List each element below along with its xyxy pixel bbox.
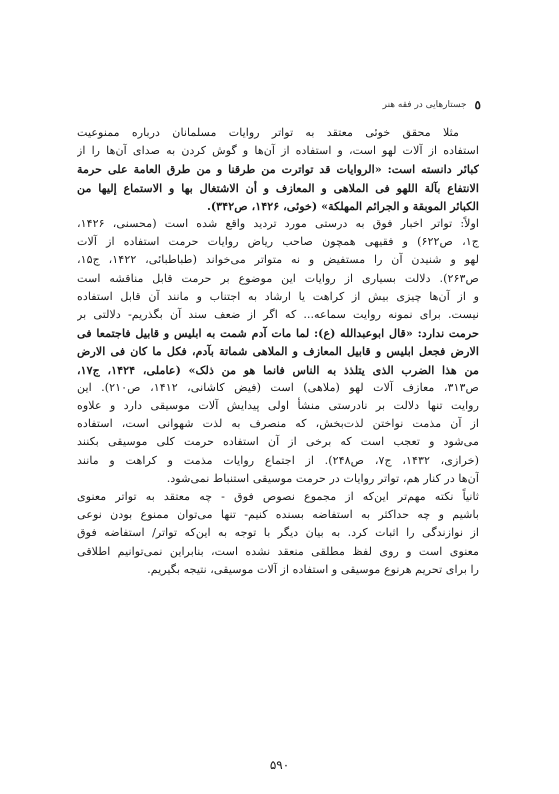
text-line: من هذا الضرب الذی یتلذذ به الناس فانما هو من ذلک» (عاملی، ۱۴۲۴، ج۱۷، (77, 362, 479, 377)
paragraph-2 (77, 215, 479, 488)
text-line: روایت تنها دلالت بر نادرستی منشأ اولی پیدایش آلات موسیقی دارد و علاوه (77, 399, 479, 413)
text-line: (خرازی، ۱۴۳۲، ج۷، ص۲۴۸). از اجتماع روایات مذمت و کراهت و مانند (77, 453, 479, 467)
text-line: ص۲۶۳). دلالت بسیاری از روایات این موضوع بر حرمت قابل مناقشه است (77, 271, 479, 285)
section-marker: ٥ (474, 98, 481, 112)
text-line: از نوازندگی را اثبات کرد. به بیان دیگر با توجه به این‌که تواتر/ استفاضه فوق (77, 526, 479, 540)
text-line: باشیم و چه حداکثر به استفاضه بسنده کنیم- تنها می‌توان ممنوع بودن نوعی (77, 508, 479, 522)
page-header (78, 96, 481, 114)
text-line: استفاده از آلات لهو است، و استفاده از آن‌ها و گوش کردن به صدای آن‌ها را از (77, 144, 479, 158)
page-number: ۵۹۰ (269, 758, 290, 772)
text-line: ص۳۱۳، معازف آلات لهو (ملاهی) است (فیض کاشانی، ۱۴۱۲، ص۲۱۰). این (77, 380, 479, 394)
paragraph-3 (77, 488, 479, 579)
text-line: آن‌ها در کنار هم، تواتر روایات در حرمت موسیقی استنباط نمی‌شود. (166, 471, 479, 485)
text-line: مثلا محقق خوئی معتقد به تواتر روایات مسلمانان درباره ممنوعیت (77, 126, 459, 139)
running-title: جستارهایی در فقه هنر (382, 100, 467, 110)
text-line: نیست. برای نمونه روایت سماعه... که اگر از ضعف سند آن بگذریم- دلالتی بر (77, 308, 479, 322)
body-text (77, 124, 479, 579)
text-line: الکبائر الموبقة و الجرائم المهلکة» (خوئی، ۱۴۲۶، ص۳۴۲). (206, 198, 479, 213)
text-line: را برای تحریم هرنوع موسیقی و استفاده از آلات موسیقی، نتیجه بگیریم. (147, 562, 479, 576)
text-line: الارض فجعل ابلیس و قابیل المعازف و الملاهی شماتة بآدم، فکل ما کان فی الارض (77, 344, 479, 359)
text-line: و از آن‌ها چیزی بیش از کراهت یا ارشاد به اجتناب و مانند آن قابل استفاده (77, 289, 479, 303)
text-line: ثانیاً نکته مهم‌تر این‌که از مجموع نصوص فوق - چه معتقد به تواتر معنوی (77, 490, 479, 504)
text-line: معنوی است و روی لفظ مطلقی منعقد نشده است، بنابراین نمی‌توانیم اطلاقی (77, 544, 479, 558)
text-line: از آن مذمت نواختن لذت‌بخش، که منصرف به لذت شهوانی است، استفاده (77, 417, 479, 431)
text-line: می‌شود و تعجب است که برخی از آن استفاده حرمت کلی موسیقی بکنند (77, 435, 479, 449)
text-line: حرمت ندارد: «قال ابوعبدالله (ع): لما مات آدم شمت به ابلیس و قابیل فاجتمعا فی (77, 326, 479, 341)
text-line: اولاً: تواتر اخبار فوق به درستی مورد تردید واقع شده است (محسنی، ۱۴۲۶، (77, 217, 479, 231)
text-line: لهو و شنیدن آن را مستفیض و نه متواتر می‌خواند (طباطبائی، ۱۴۲۲، ج۱۵، (77, 253, 479, 267)
text-line: ج۱، ص۶۲۲) و فقیهی همچون صاحب ریاض روایات حرمت استفاده از آلات (77, 235, 479, 249)
paragraph-1 (77, 124, 479, 215)
text-line: الانتفاع بآلة اللهو فی الملاهی و المعازف و أن الاشتغال بها و الاستماع إلیها من (77, 180, 479, 195)
text-line: کبائر دانسته است: «الروایات قد تواترت من طرقنا و من طرق العامة علی حرمة (77, 162, 479, 177)
